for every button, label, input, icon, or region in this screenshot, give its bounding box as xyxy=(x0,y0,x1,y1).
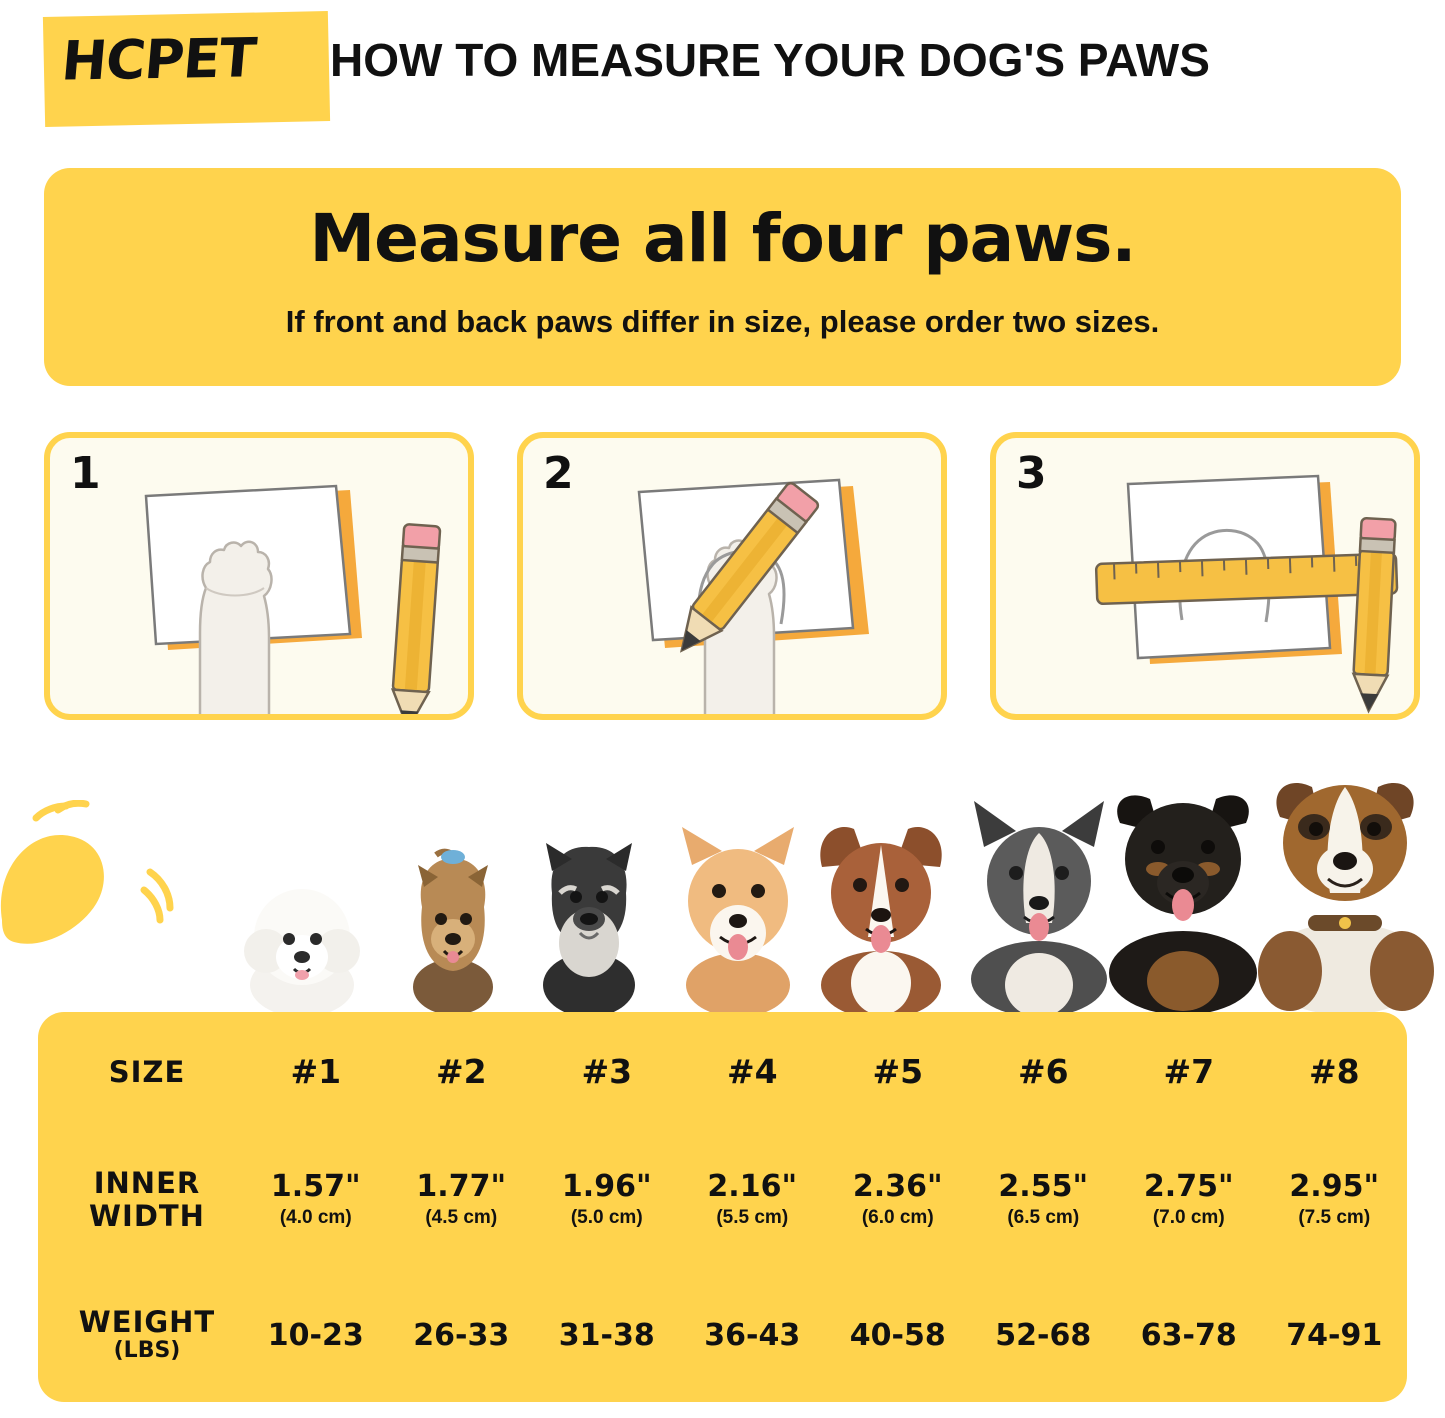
weight-cell-6: 52-68 xyxy=(995,1317,1092,1353)
inner-width-in-7: 2.75" xyxy=(1143,1169,1234,1205)
dog-breed-strip xyxy=(0,740,1445,1015)
row-label-weight-line2: (LBS) xyxy=(113,1337,181,1363)
inner-width-cm-1: (4.0 cm) xyxy=(279,1206,352,1228)
inner-width-cm-7: (7.0 cm) xyxy=(1152,1206,1225,1228)
weight-cell-8: 74-91 xyxy=(1286,1317,1383,1353)
size-cell-7: #7 xyxy=(1163,1052,1215,1092)
inner-width-cell-8 xyxy=(1262,1132,1408,1268)
page-header xyxy=(0,0,1445,140)
weight-cell-7: 63-78 xyxy=(1140,1317,1237,1353)
row-label-size: SIZE xyxy=(108,1054,186,1089)
inner-width-cm-8: (7.5 cm) xyxy=(1298,1206,1371,1228)
step-3-illustration xyxy=(996,438,1420,720)
inner-width-cm-6: (6.5 cm) xyxy=(1007,1206,1080,1228)
step-card-1 xyxy=(44,432,474,720)
dog-australian-shepherd xyxy=(800,815,962,1015)
size-cell-2: #2 xyxy=(435,1052,487,1092)
inner-width-cm-2: (4.5 cm) xyxy=(425,1206,498,1228)
size-cell-4: #4 xyxy=(726,1052,778,1092)
row-label-inner-width-line1: INNER xyxy=(93,1166,201,1201)
inner-width-cm-5: (6.0 cm) xyxy=(861,1206,934,1228)
inner-width-in-1: 1.57" xyxy=(270,1169,361,1205)
inner-width-in-5: 2.36" xyxy=(852,1169,943,1205)
inner-width-cell-4 xyxy=(680,1132,826,1268)
inner-width-cell-1 xyxy=(243,1132,389,1268)
step-card-3 xyxy=(990,432,1420,720)
size-cell-3: #3 xyxy=(581,1052,633,1092)
table-row-size xyxy=(38,1012,1407,1132)
weight-cell-4: 36-43 xyxy=(704,1317,801,1353)
weight-cell-2: 26-33 xyxy=(413,1317,510,1353)
inner-width-cell-2 xyxy=(389,1132,535,1268)
step-1-illustration xyxy=(50,438,474,720)
dog-rottweiler xyxy=(1094,775,1272,1015)
table-row-inner-width xyxy=(38,1132,1407,1268)
step-number-2: 2 xyxy=(543,448,574,499)
inner-width-in-2: 1.77" xyxy=(416,1169,507,1205)
inner-width-in-3: 1.96" xyxy=(561,1169,652,1205)
step-number-3: 3 xyxy=(1016,448,1047,499)
dog-saint-bernard xyxy=(1250,757,1440,1015)
row-label-inner-width xyxy=(38,1132,243,1268)
notice-panel xyxy=(44,168,1401,386)
inner-width-cm-3: (5.0 cm) xyxy=(570,1206,643,1228)
inner-width-cell-7 xyxy=(1116,1132,1262,1268)
size-table xyxy=(38,1012,1407,1402)
size-cell-6: #6 xyxy=(1017,1052,1069,1092)
size-cell-8: #8 xyxy=(1308,1052,1360,1092)
size-cell-5: #5 xyxy=(872,1052,924,1092)
inner-width-in-4: 2.16" xyxy=(707,1169,798,1205)
inner-width-cell-3 xyxy=(534,1132,680,1268)
weight-cell-5: 40-58 xyxy=(849,1317,946,1353)
dog-shiba-inu xyxy=(664,825,812,1015)
table-row-weight xyxy=(38,1268,1407,1402)
row-label-inner-width-line2: WIDTH xyxy=(89,1198,205,1233)
weight-cell-1: 10-23 xyxy=(267,1317,364,1353)
steps-row xyxy=(44,432,1401,724)
row-label-weight xyxy=(38,1268,243,1402)
inner-width-cm-4: (5.5 cm) xyxy=(716,1206,789,1228)
step-number-1: 1 xyxy=(70,448,101,499)
dog-yorkshire-terrier xyxy=(392,847,514,1015)
swoosh-decoration xyxy=(0,800,200,970)
step-card-2 xyxy=(517,432,947,720)
page-title: HOW TO MEASURE YOUR DOG'S PAWS xyxy=(330,34,1210,86)
inner-width-cell-5 xyxy=(825,1132,971,1268)
dog-bichon-frise xyxy=(232,865,372,1015)
size-cell-1: #1 xyxy=(290,1052,342,1092)
size-table-panel xyxy=(38,1012,1407,1402)
step-2-illustration xyxy=(523,438,947,720)
notice-title: Measure all four paws. xyxy=(309,200,1136,277)
inner-width-cell-6 xyxy=(971,1132,1117,1268)
dog-schnauzer xyxy=(522,835,656,1015)
inner-width-in-6: 2.55" xyxy=(998,1169,1089,1205)
notice-subtitle: If front and back paws differ in size, please order two sizes. xyxy=(285,304,1160,339)
brand-logo-text: HCPET xyxy=(59,26,259,93)
inner-width-in-8: 2.95" xyxy=(1289,1169,1380,1205)
weight-cell-3: 31-38 xyxy=(558,1317,655,1353)
row-label-weight-line1: WEIGHT xyxy=(78,1305,216,1340)
